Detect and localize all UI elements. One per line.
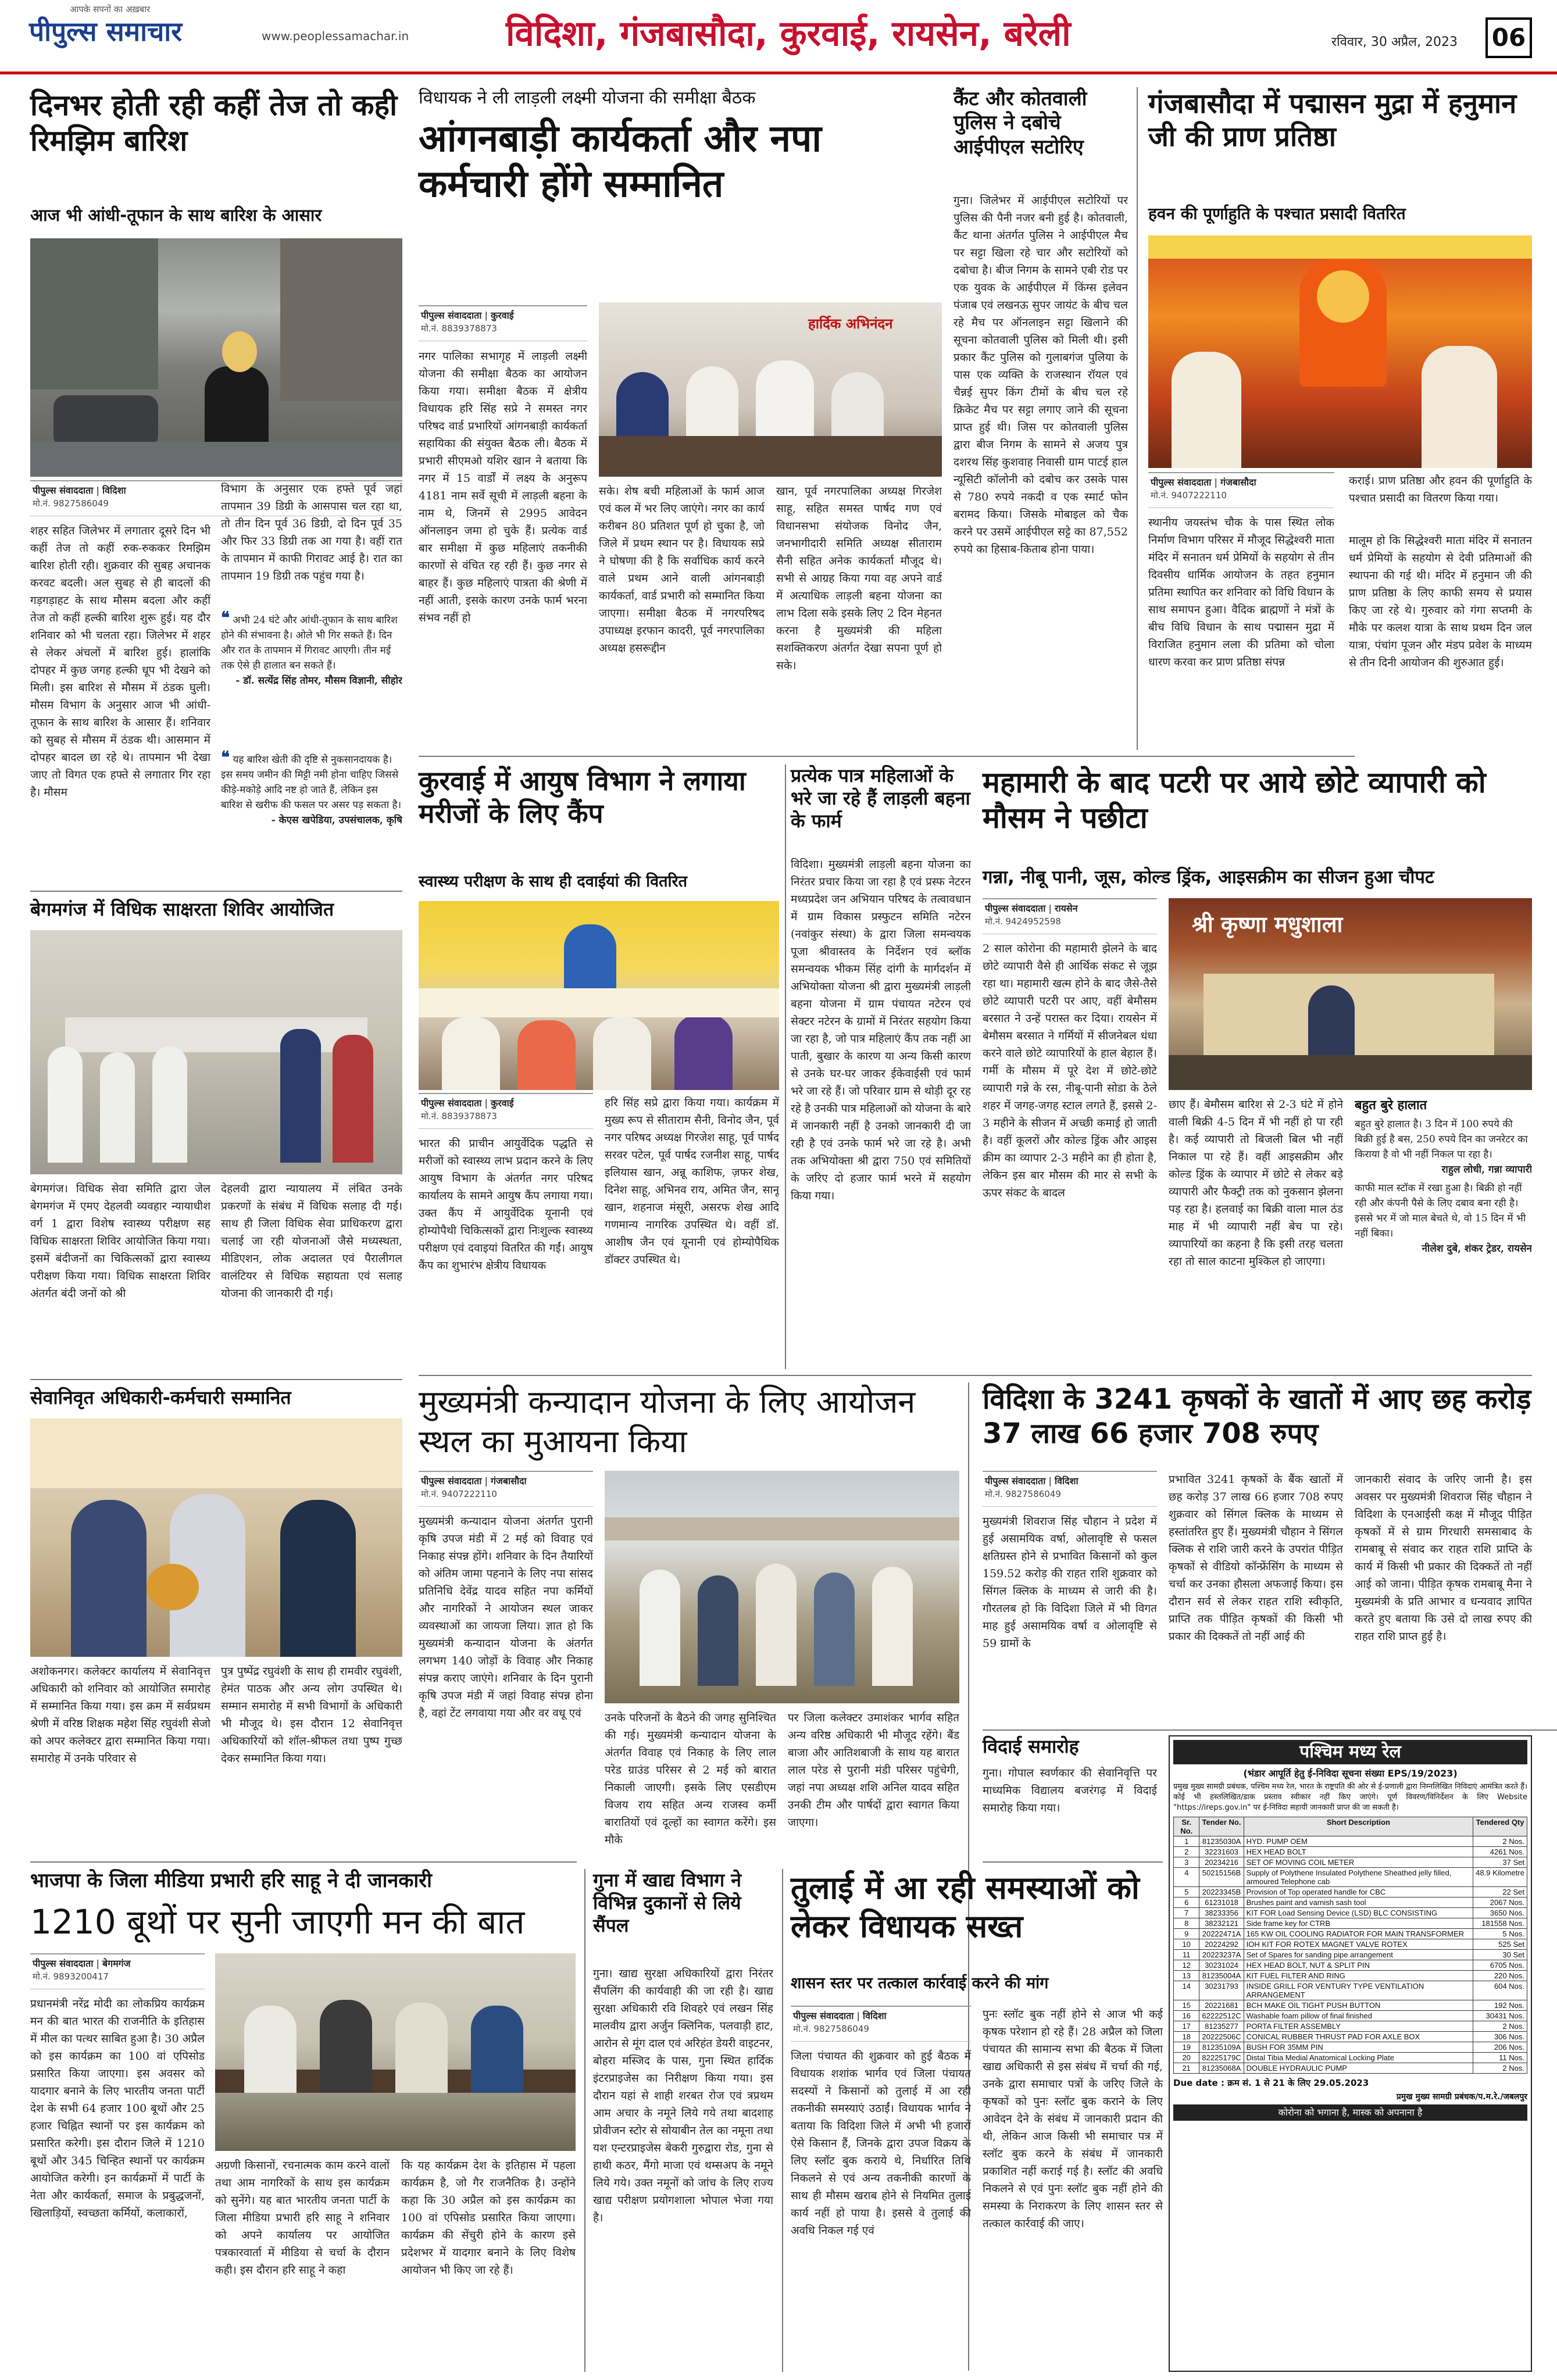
a11-byline-name: पीपुल्स संवाददाता (985, 1475, 1046, 1486)
tender-cell: 3 (1174, 1857, 1199, 1868)
tender-cell: 1 (1174, 1836, 1199, 1847)
a15-subheadline: शासन स्तर पर तत्काल कार्रवाई करने की मांग (791, 1974, 1049, 1992)
tender-rail-title: पश्चिम मध्य रेल (1173, 1740, 1527, 1764)
a11-body-col3: जानकारी संवाद के जरिए जानी है। इस अवसर पर मुख्यमंत्री शिवराज सिंह चौहान ने विदिशा के एनआईसी कक्ष में मौजूद पीड़ित कृषकों में से ग्राम गिरधारी समसाबाद के रामबाबू से संवाद कर राहत राशि प्राप्ति के कार्य में किसी भी प्रकार की दिक्कतें तो नहीं आई को जाना। पीड़ित कृषक रामबाबू मैना ने मुख्यमंत्री के प्रति आभार व धन्यवाद ज्ञापित करते हुए बताया कि उसे दो लाख रुपए की राहत राशि प्राप्त हुई है। (1355, 1473, 1532, 1643)
a7-headline: प्रत्येक पात्र महिलाओं के भरे जा रहे हैं लाड़ली बहना के फार्म (791, 764, 970, 832)
a4-body-col1: स्थानीय जयस्तंभ चौक के पास स्थित लोक निर्माण विभाग परिसर में मौजूद सिद्धेश्वरी माता मंदिर में सनातन धर्म प्रेमियों के सहयोग से तीन दिवसीय धार्मिक आयोजन के तहत हनुमान प्रतिमा स्थापित कर शनिवार को विधि विधान के साथ समापन हुआ। वैदिक ब्राह्मणों ने मंत्रों के बीच विधि विधान के साथ पद्मासन मुद्रा में विराजित हनुमान लला की प्रतिमा को चोला धारण करवा कर प्राण प्रतिष्ठा संपन्न (1148, 516, 1334, 669)
tender-cell: INSIDE GRILL FOR VENTURY TYPE VENTILATION ARRANGEMENT (1244, 1981, 1473, 2000)
tender-cell: 20223345B (1199, 1887, 1244, 1897)
tender-cell: Distal Tibia Medial Anatomical Locking Plate (1244, 2053, 1473, 2063)
tender-cell: 20234216 (1199, 1857, 1244, 1868)
a4-byline-place: गंजबासौदा (1220, 477, 1256, 488)
a5-body-col2: देहलवी द्वारा न्यायालय में लंबित उनके प्रकरणों के संबंध में विधिक सलाह दी गई। साथ ही जिला विधिक सेवा प्राधिकरण द्वारा चलाई जा रही योजनाओं जैसे मध्यस्थता, मीडिएशन, लोक अदालत एवं पैरालीगल वालंटियर से विधिक सहायता एवं सलाह योजना की जानकारी दी गई। (221, 1182, 402, 1300)
tender-cell: 165 KW OIL COOLING RADIATOR FOR MAIN TRANSFORMER (1244, 1929, 1473, 1939)
tender-cell: 2 Nos. (1473, 2021, 1527, 2032)
a13-press-photo (215, 1953, 576, 2151)
tender-cell: 17 (1174, 2021, 1199, 2032)
a13-byline-place: बेगमगंज (102, 1958, 131, 1969)
a6-subheadline: स्वास्थ्य परीक्षण के साथ ही दवाईयां की वितरित (419, 873, 687, 891)
a9-body-col2: पुत्र पुष्पेंद्र रघुवंशी के साथ ही रामवीर रघुवंशी, हेमंत पाठक और अन्य लोग उपस्थित थे। सम्मान समारोह में सभी विभागों के अधिकारी भी मौजूद थे। इस दौरान 12 सेवानिवृत्त अधिकारियों को शॉल-श्रीफल तथा पुष्प गुच्छ देकर सम्मानित किया गया। (221, 1665, 402, 1765)
a6-camp-photo (419, 901, 779, 1090)
a8-byline-place: रायसेन (1054, 903, 1078, 914)
tender-row (1174, 1939, 1527, 1950)
a2-banner-text: हार्दिक अभिनंदन (808, 316, 893, 332)
a1-quote-2-text: यह बारिश खेती की दृष्टि से नुकसानदायक है। इस समय जमीन की मिट्टी नमी होना चाहिए जिससे कीड़े-मकोड़े आदि नष्ट हो जाते हैं, लेकिन इस बारिश से खरीफ की फसल पर असर पड़ सकता है। (221, 754, 402, 811)
a1-quote-2-by: - केएस खपेडिया, उपसंचालक, कृषि (271, 814, 402, 826)
tender-cell: 81235030A (1199, 1836, 1244, 1847)
tender-cell: 81235068A (1199, 2063, 1244, 2074)
tender-cell: 6705 Nos. (1473, 1960, 1527, 1971)
tender-cell: 5 (1174, 1887, 1199, 1897)
tender-row (1174, 2063, 1527, 2074)
tender-cell: 604 Nos. (1473, 1981, 1527, 2000)
tender-cell: Provision of Top operated handle for CBC (1244, 1887, 1473, 1897)
a12-body: गुना। गोपाल स्वर्णकार की सेवानिवृत्ति पर माध्यमिक विद्यालय बजरंगढ़ में विदाई समारोह किया गया। (983, 1767, 1157, 1814)
tender-signature: प्रमुख मुख्य सामग्री प्रबंधक/प.म.रे./जबलपुर (1396, 2092, 1527, 2102)
a14-body: गुना। खाद्य सुरक्षा अधिकारियों द्वारा निरंतर सैंपलिंग की कार्यवाही की जा रही है। खाद्य सुरक्षा अधिकारी रवि शिवहरे एवं लखन सिंह मालवीय द्वारा अर्जुन क्लिनिक, पलवाड़ी हाट, आरोन से मूंग दाल एवं अरिहंत डेयरी वाइटनर, बोहरा मस्जिद के पास, गुना स्थित हार्दिक इंटरप्राइजेस का निरीक्षण किया गया। इस दौरान यहां से शाही शरबत रोज एवं त्रप्रथम आम अचार के नमूने लिये गये तथा बादशाह प्रोवीजन स्टोर से सोयाबीन तेल का नमूना तथा यश एन्टरप्राइजेस बेकरी गुरुद्वारा रोड, गुना से हाथी कठर, मैंगो माजा एवं थम्सअप के नमूने लिये गये। उक्त नमूनों को जांच के लिए राज्य खाद्य परीक्षण प्रयोगशाला भोपाल भेजा गया है। (593, 1967, 773, 2224)
tender-cell: BUSH FOR 35MM PIN (1244, 2042, 1473, 2053)
a5-body-col1: बेगमगंज। विधिक सेवा समिति द्वारा जेल बेगमगंज में एमए देहलवी व्यवहार न्यायाधीश वर्ग 1 द्वारा विशेष स्वास्थ्य परीक्षण सह विधिक साक्षरता शिविर आयोजित किया गया। इसमें बंदीजनों का चिकित्सकों द्वारा स्वास्थ्य परीक्षण किया गया। विधिक साक्षरता शिविर अंतर्गत बंदी जनों को श्री (30, 1182, 210, 1300)
tender-cell: 20222506C (1199, 2032, 1244, 2042)
a15-byline-name: पीपुल्स संवाददाता (793, 2010, 854, 2021)
tender-footer-slogan: कोरोना को भगाना है, मास्क को अपनाना है (1173, 2104, 1527, 2121)
tender-row (1174, 1981, 1527, 2000)
tender-cell: HYD. PUMP OEM (1244, 1836, 1473, 1847)
tender-row (1174, 2011, 1527, 2021)
tender-cell: 21 (1174, 2063, 1199, 2074)
quote-icon: ❝ (221, 610, 230, 627)
a9-body-col1: अशोकनगर। कलेक्टर कार्यालय में सेवानिवृत्त अधिकारी को शनिवार को आयोजित समारोह में सम्मानित किया गया। इस क्रम में सर्वप्रथम श्रेणी में वरिष्ठ शिक्षक महेश सिंह रघुवंशी सेजो को अपर कलेक्टर द्वारा सम्मानित किया गया। समारोह में उनके परिवार से (30, 1665, 210, 1765)
tender-cell: 5 Nos. (1473, 1929, 1527, 1939)
a8-mobile: मो.नं. 9424952598 (985, 916, 1061, 927)
quote-icon: ❝ (221, 750, 230, 767)
tender-table (1173, 1817, 1527, 2074)
a2-mobile: मो.नं. 8839378873 (421, 323, 497, 334)
a1-quote-1-text: अभी 24 घंटे और आंधी-तूफान के साथ बारिश होने की संभावना है। ओले भी गिर सकते हैं। दिन और रात के तापमान में गिरावट आएगी। तीन मई तक ऐसे ही हालात बन सकते हैं। (221, 614, 398, 671)
tender-cell: 81235109A (1199, 2042, 1244, 2053)
a1-body-col2: विभाग के अनुसार एक हफ्ते पूर्व जहां तापमान 39 डिग्री के आसपास चल रहा था, तो तीन दिन पूर्व 36 डिग्री, दो दिन पूर्व 35 और फिर 33 डिग्री तक आ गया है। वहीं रात के तापमान में काफी गिरावट आई है। रात का तापमान 19 डिग्री तक पहुंच गया है। (221, 483, 402, 583)
tender-cell: 11 (1174, 1950, 1199, 1960)
a9-felicitation-photo (30, 1418, 402, 1657)
a10-body-col3: पर जिला कलेक्टर उमाशंकर भार्गव सहित अन्य वरिष्ठ अधिकारी भी मौजूद रहेंगे। बैंड बाजा और आतिशबाजी के साथ यह बारात लाल परेड से पुरानी मंडी परिसर पहुंचेगी, जहां नपा अध्यक्ष शशि अनिल यादव सहित उनकी टीम और पार्षदों द्वारा स्वागत किया जाएगा। (788, 1711, 959, 1829)
tender-row (1174, 1929, 1527, 1939)
a9-headline: सेवानिवृत अधिकारी-कर्मचारी सम्मानित (30, 1386, 291, 1409)
a1-quote-2 (221, 750, 402, 887)
a14-headline: गुना में खाद्य विभाग ने विभिन्न दुकानों से लिये सैंपल (593, 1869, 742, 1937)
tender-row (1174, 1950, 1527, 1960)
tender-cell: CONICAL RUBBER THRUST PAD FOR AXLE BOX (1244, 2032, 1473, 2042)
a10-body-col2: उनके परिजनों के बैठने की जगह सुनिश्चित की गई। मुख्यमंत्री कन्यादान योजना के अंतर्गत विवाह एवं निकाह के लिए लाल परेड ग्राउंड परिसर से 2 मई को बारात निकाली जाएगी। इसके लिए एसडीएम विजय राय सहित अन्य राजस्व कर्मी बारातियों एवं दूल्हों का स्वागत करेंगे। इस मौके (605, 1711, 776, 1846)
tender-cell: Supply of Polythene Insulated Polythene Sheathed jelly filled, armoured Telephone cab (1244, 1868, 1473, 1887)
a2-byline-name: पीपुल्स संवाददाता (421, 310, 482, 321)
masthead (0, 0, 1557, 74)
tender-row (1174, 1887, 1527, 1897)
a6-byline: पीपुल्स संवाददाता | कुरवाई मो.नं. 8839378873 (419, 1093, 593, 1129)
tender-cell: 61231018 (1199, 1897, 1244, 1908)
tender-cell: DOUBLE HYDRAULIC PUMP (1244, 2063, 1473, 2074)
tender-row (1174, 1847, 1527, 1857)
tender-cell: 8 (1174, 1918, 1199, 1929)
a1-byline-name: पीपुल्स संवाददाता (33, 485, 94, 496)
a6-mobile: मो.नं. 8839378873 (421, 1111, 497, 1121)
a13-body-col1: प्रधानमंत्री नरेंद्र मोदी का लोकप्रिय कार्यक्रम मन की बात भारत की राजनीति के इतिहास में मील का पत्थर साबित हुआ है। 30 अप्रैल को इस कार्यक्रम का 100 वां एपिसोड प्रसारित किया जाएगा। इस अवसर को यादगार बनाने के लिए भारतीय जनता पार्टी देश के सभी 64 हजार 100 बूथों और 25 हजार चिह्नित स्थानों पर इस कार्यक्रम को प्रसारित करेगी। इस दौरान जिले में 1210 बूथों और 345 चिन्हित स्थानों पर कार्यक्रम आयोजित करेगी। इन कार्यक्रमों में पार्टी के नेता और कार्यकर्ता, समाज के प्रबुद्धजनों, खिलाड़ियों, स्वच्छता कर्मियों, कलाकारों, (30, 1997, 205, 2220)
a10-headline: मुख्यमंत्री कन्यादान योजना के लिए आयोजन स्थल का मुआयना किया (419, 1384, 916, 1460)
a8-quote-box (1355, 1096, 1532, 1367)
a3-headline: कैंट और कोतवाली पुलिस ने दबोचे आईपीएल सटोरिए (954, 87, 1087, 159)
tender-cell: 81235277 (1199, 2021, 1244, 2032)
tender-cell: 206 Nos. (1473, 2042, 1527, 2053)
a4-headline: गंजबासौदा में पद्मासन मुद्रा में हनुमान जी की प्राण प्रतिष्ठा (1148, 88, 1517, 153)
tender-due-date: Due date : क्रम सं. 1 से 21 के लिए 29.05.2023 (1173, 2078, 1369, 2088)
a2-byline: पीपुल्स संवाददाता | कुरवाई मो.नं. 8839378873 (419, 305, 587, 341)
tender-header-cell: Short Description (1244, 1817, 1473, 1836)
a1-mobile: मो.नं. 9827586049 (33, 498, 109, 509)
tender-cell: 192 Nos. (1473, 2000, 1527, 2011)
tender-row (1174, 1908, 1527, 1918)
tender-cell: 20224292 (1199, 1939, 1244, 1950)
tender-cell: 20223237A (1199, 1950, 1244, 1960)
a1-quote-1-by: - डॉ. सत्येंद्र सिंह तोमर, मौसम विज्ञानी, सीहोर (235, 675, 402, 687)
a2-body-col2: सके। शेष बची महिलाओं के फार्म आज एवं कल में भर लिए जाएंगे। नगर का कार्य करीबन 80 प्रतिशत पूर्ण हो चुका है, जो जिले में प्रथम स्थान पर है। विधायक सप्रे ने घोषणा की है कि सर्वाधिक कार्य करने वाले प्रथम आने वाली आंगनबाड़ी कार्यकर्ता, वार्ड प्रभारी को सम्मानित किया जाएगा। समीक्षा बैठक में नगरपरिषद उपाध्यक्ष इरफान कादरी, पूर्व नगरपालिका अध्यक्ष हसरूद्दीन (599, 485, 765, 655)
a8-headline: महामारी के बाद पटरी पर आये छोटे व्यापारी को मौसम ने पछीटा (983, 765, 1486, 835)
tender-cell: 32231603 (1199, 1847, 1244, 1857)
a15-headline: तुलाई में आ रही समस्याओं को लेकर विधायक सख्त (791, 1870, 1140, 1945)
a1-rain-photo (30, 238, 402, 477)
tender-header-cell: Tendered Qty (1473, 1817, 1527, 1836)
tender-cell: 30231024 (1199, 1960, 1244, 1971)
tender-row (1174, 2042, 1527, 2053)
tender-cell: Washable foam pillow of final finished (1244, 2011, 1473, 2021)
a8-shop-photo (1169, 898, 1532, 1090)
a2-meeting-photo (599, 302, 942, 477)
tender-row (1174, 2000, 1527, 2011)
a13-headline: भाजपा के जिला मीडिया प्रभारी हरि साहू ने दी जानकारी (30, 1869, 432, 1892)
tender-row (1174, 2053, 1527, 2063)
website-link[interactable]: www.peoplessamachar.in (262, 29, 409, 43)
tender-cell: 3650 Nos. (1473, 1908, 1527, 1918)
a1-byline: पीपुल्स संवाददाता | विदिशा मो.नं. 9827586049 (30, 480, 402, 516)
tender-row (1174, 1868, 1527, 1887)
tender-row (1174, 2032, 1527, 2042)
tender-cell: 82225179C (1199, 2053, 1244, 2063)
tender-cell: 9 (1174, 1929, 1199, 1939)
a6-body-col1: भारत की प्राचीन आयुर्वेदिक पद्धति से मरीजों को स्वास्थ्य लाभ प्रदान करने के लिए आयुष विभाग के अंतर्गत नगर परिषद कार्यालय के सामने आयुष कैंप लगाया गया। उक्त कैंप में आयुर्वेदिक यूनानी एवं होम्योपैथी चिकित्सकों द्वारा निःशुल्क स्वास्थ्य परीक्षण एवं दवाइयां वितरित की गईं। आयुष कैंप का शुभारंभ क्षेत्रीय विधायक (419, 1137, 593, 1272)
tender-cell: 4 (1174, 1868, 1199, 1887)
tender-cell: 30 Set (1473, 1950, 1527, 1960)
a11-byline-place: विदिशा (1054, 1475, 1079, 1486)
tender-cell: 6 (1174, 1897, 1199, 1908)
tender-cell: 22 Set (1473, 1887, 1527, 1897)
a7-body: विदिशा। मुख्यमंत्री लाड़ली बहना योजना का निरंतर प्रचार किया जा रहा है एवं प्रस्फ नेटरन मध्यप्रदेश जन अभियान परिषद के तत्वावधान में ग्राम विकास प्रस्फुटन समिति नटेरन (नवांकुर संस्था) के द्वारा जिला समन्वयक पूजा श्रीवास्तव के निर्देशन एवं ब्लॉक समन्वयक भीकम सिंह दांगी के मार्गदर्शन में अभियोक्ता योजना श्री द्वारा मुख्यमंत्री लाड़ली बहना योजना में ग्राम पंचायत नटेरन एवं सेक्टर नटेरन के ग्रामों में निरंतर सहयोग किया जा रहा है, जो पात्र महिलाएं कैंप तक नहीं आ पाती, बुखार के कारण या अन्य किसी कारण से उनके घर-घर जाकर ईकेवाईसी एवं फार्म भरे जा रहे हैं। जो परिवार ग्राम से थोड़ी दूर रह रहे है उनकी पात्र महिलाओं को योजना के बारे में जानकारी नहीं है उनको जानकारी दी जा रही है एवं उनके फार्म भरे जा रहे है। अभी तक अभियोक्ता श्री द्वारा 750 एवं समितियों के जरिए दो हजार फार्म भरने में सहयोग किया गया। (791, 858, 971, 1202)
tender-row (1174, 1918, 1527, 1929)
a13-body-col2: अग्रणी किसानों, रचनात्मक काम करने वालों तथा आम नागरिकों के साथ इस कार्यक्रम को सुनेंगे। यह बात भारतीय जनता पार्टी के जिला मीडिया प्रभारी हरि साहू ने शनिवार को अपने कार्यालय पर आयोजित पत्रकारवार्ता में मीडिया से चर्चा के दौरान कही। इस दौरान हरि साहू ने कहा (215, 2159, 390, 2277)
tender-cell: 7 (1174, 1908, 1199, 1918)
a11-headline: विदिशा के 3241 कृषकों के खातों में आए छह करोड़ 37 लाख 66 हजार 708 रुपए (983, 1383, 1531, 1450)
tender-cell: IOH KIT FOR ROTEX MAGNET VALVE ROTEX (1244, 1939, 1473, 1950)
a4-byline: पीपुल्स संवाददाता | गंजबासौदा मो.नं. 9407222110 (1148, 472, 1334, 508)
edition-banner: विदिशा, गंजबासौदा, कुरवाई, रायसेन, बरेली (506, 13, 1071, 54)
a8-box-title: बहुत बुरे हालात (1355, 1098, 1427, 1113)
tender-cell: 2 (1174, 1847, 1199, 1857)
tender-cell: 306 Nos. (1473, 2032, 1527, 2042)
a10-byline-name: पीपुल्स संवाददाता (421, 1475, 482, 1486)
a6-byline-name: पीपुल्स संवाददाता (421, 1098, 482, 1109)
a3-body: गुना। जिलेभर में आईपीएल सटोरियों पर पुलिस की पैनी नजर बनी हुई है। कोतवाली, कैंट थाना अंतर्गत पुलिस ने आईपीएल मैच पर सट्टा खिला रहे चार और सटोरियों को दबोचा है। बीज निगम के सामने एबी रोड पर एक युवक के आईपीएल में किंग्स इलेवन पंजाब एवं लखनऊ सुपर जायंट के बीच चल रहे मैच पर ऑनलाइन सट्टा खिलाने की सूचना कोतवाली पुलिस को मिली थी। इसी प्रकार कैंट पुलिस को गुलाबगंज पुलिया के पास एक व्यक्ति के राजस्थान रॉयल एवं चैन्नई सुपर किंग टीमों के बीच चल रहे क्रिकेट मैच पर सट्टा लगाए जाने की सूचना प्राप्त हुई थी। जिस पर कोतवाली पुलिस द्वारा बीज निगम के सामने से अजय पुत्र दशरथ सिंह कुशवाह निवासी ग्राम पाटई हाल न्यूसिटी कॉलोनी को दबोच कर उसके पास से 780 रुपये नकदी व एक स्मार्ट फोन बरामद किया। जिसके मोबाइल को चैक करने पर उसमें आईपीएल सट्टे का 87,552 रुपये का हिसाब-किताब होना पाया। (954, 194, 1128, 556)
tender-notice-title: (भंडार आपूर्ति हेतु ई-निविदा सूचना संख्या EPS/19/2023) (1243, 1768, 1458, 1779)
tender-cell: 81235004A (1199, 1971, 1244, 1981)
tender-cell: 2 Nos. (1473, 1836, 1527, 1847)
date: रविवार, 30 अप्रैल, 2023 (1331, 35, 1458, 49)
a13-byline: पीपुल्स संवाददाता | बेगमगंज मो.नं. 9893200417 (30, 1953, 205, 1989)
a10-byline: पीपुल्स संवाददाता | गंजबासौदा मो.नं. 9407222110 (419, 1471, 593, 1507)
tender-cell: SET OF MOVING COIL METER (1244, 1857, 1473, 1868)
a10-mobile: मो.नं. 9407222110 (421, 1489, 497, 1499)
a6-headline: कुरवाई में आयुष विभाग ने लगाया मरीजों के लिए कैंप (419, 765, 746, 830)
a2-kicker: विधायक ने ली लाड़ली लक्ष्मी योजना की समीक्षा बैठक (419, 88, 756, 108)
masthead-tagline: आपके सपनों का अख़बार (70, 4, 151, 15)
tender-cell: 12 (1174, 1960, 1199, 1971)
a1-subheadline: आज भी आंधी-तूफान के साथ बारिश के आसार (30, 205, 322, 225)
tender-cell: 30231793 (1199, 1981, 1244, 2000)
tender-row (1174, 2021, 1527, 2032)
tender-cell: HEX HEAD BOLT, NUT & SPLIT PIN (1244, 1960, 1473, 1971)
tender-notice-body: प्रमुख मुख्य सामग्री प्रबंधक, पश्चिम मध्य रेल, भारत के राष्ट्रपति की ओर से ई-प्रणाली द्वारा निम्नलिखित निविदाएं आमंत्रित करते हैं। कोई भी हस्तलिखित/डाक प्रस्ताव स्वीकार नहीं किए जाएंगे। पूर्ण विवरण/विनिर्देशन के लिए Website "https://ireps.gov.in" पर ई-निविदा सहायी जानकारी प्राप्त की जा सकती है। (1173, 1782, 1527, 1812)
tender-notice (1169, 1735, 1532, 2372)
tender-cell: Brushes paint and varnish sash tool (1244, 1897, 1473, 1908)
a15-body-col1: जिला पंचायत की शुक्रवार को हुई बैठक में विधायक शशांक भार्गव एवं जिला पंचायत सदस्यों ने किसानों को तुलाई में आ रही तकनीकी समस्याएं उठाईं। विधायक भार्गव ने बताया कि विदिशा जिले में अभी भी हजारों ऐसे किसान हैं, जिनके द्वारा उपज विक्रय के लिए स्लॉट बुक कराये थे, निर्धारित तिथि निकलने से एवं अन्य तकनीकी कारणों के साथ ही मौसम खराब होने से नियमित तुलाई कार्य नहीं हो पाया है। इससे वे तुलाई की अवधि निकल गई एवं (791, 2050, 971, 2237)
a15-body-col2: पुनः स्लॉट बुक नहीं होने से आज भी कई कृषक परेशान हो रहे हैं। 28 अप्रैल को जिला पंचायत की सामान्य सभा की बैठक में जिला खाद्य अधिकारी से इस संबंध में चर्चा की गई, उनके द्वारा समाचार पत्रों के जरिए जिले के कृषकों को पुनः स्लॉट बुक कराने के लिए आवेदन देने के संबंध में जानकारी प्रदान की थी, लेकिन आज किसी भी समाचार पत्र में स्लॉट बुक करने के संबंध में जानकारी प्रकाशित नहीं कराई गई है। स्लॉट की अवधि निकलने से एवं पुनः स्लॉट बुक नहीं होने की समस्या के निराकरण के लिए शासन स्तर से तत्काल कार्रवाई की जाए। (983, 2008, 1163, 2230)
a1-quote-1 (221, 610, 402, 744)
a10-byline-place: गंजबासौदा (490, 1475, 527, 1486)
a4-byline-name: पीपुल्स संवाददाता (1151, 477, 1212, 488)
a4-mobile: मो.नं. 9407222110 (1151, 490, 1227, 501)
a8-box-by-1: राहुल लोधी, गन्ना व्यापारी (1441, 1164, 1532, 1175)
tender-cell: 181558 Nos. (1473, 1918, 1527, 1929)
a5-headline: बेगमगंज में विधिक साक्षरता शिविर आयोजित (30, 898, 334, 920)
a2-headline: आंगनबाड़ी कार्यकर्ता और नपा कर्मचारी होंगे सम्मानित (419, 117, 822, 206)
a11-byline: पीपुल्स संवाददाता | विदिशा मो.नं. 9827586049 (983, 1471, 1157, 1507)
a2-byline-place: कुरवाई (490, 310, 514, 321)
a4-temple-photo (1148, 235, 1532, 468)
tender-cell: 16 (1174, 2011, 1199, 2021)
a10-site-photo (605, 1471, 959, 1703)
tender-cell: 37 Set (1473, 1857, 1527, 1868)
tender-row (1174, 1836, 1527, 1847)
tender-cell: BCH MAKE OIL TIGHT PUSH BUTTON (1244, 2000, 1473, 2011)
tender-header-cell: Sr. No. (1174, 1817, 1199, 1836)
a1-headline: दिनभर होती रही कहीं तेज तो कही रिमझिम बारिश (30, 88, 398, 158)
a11-mobile: मो.नं. 9827586049 (985, 1489, 1061, 1499)
tender-cell: 62222512C (1199, 2011, 1244, 2021)
a11-body-col1: मुख्यमंत्री शिवराज सिंह चौहान ने प्रदेश में हुई असामयिक वर्षा, ओलावृष्टि से फसल क्षतिग्रस्त होने से प्रभावित किसानों को कुल 159.52 करोड़ की राहत राशि शुक्रवार को सिंगल क्लिक के माध्यम से जारी की है। गौरतलब हो कि विदिशा जिले में भी विगत माह हुई असामयिक वर्षा व ओलावृष्टि से 59 ग्रामों के (983, 1515, 1157, 1650)
a2-body-col3: खान, पूर्व नगरपालिका अध्यक्ष गिरजेश साहू, सहित समस्त पार्षद गण एवं विधानसभा संयोजक विनोद जैन, जनभागीदारी समिति अध्यक्ष सीताराम सैनी सहित अनेक कार्यकर्ता मौजूद थे।सभी से आग्रह किया गया वह अपने वार्ड में अत्याधिक लाड़ली बहना योजना का लाभ दिला सके इसके लिए 2 दिन मेहनत करना है मुख्यमंत्री की महिला सशक्तिकरण अंतर्गत देखा सपना पूर्ण हो सके। (776, 485, 942, 672)
a5-camp-photo (30, 930, 402, 1174)
tender-cell: HEX HEAD BOLT (1244, 1847, 1473, 1857)
a4-body-intro: कराई। प्राण प्रतिष्ठा और हवन की पूर्णाहुति के पश्चात प्रसादी का वितरण किया गया। (1349, 474, 1532, 505)
tender-cell: 48.9 Kilometre (1473, 1868, 1527, 1887)
a8-byline-name: पीपुल्स संवाददाता (985, 903, 1046, 914)
tender-header-cell: Tender No. (1199, 1817, 1244, 1836)
a13-body-col3: कि यह कार्यक्रम देश के इतिहास में पहला कार्यक्रम है, जो गैर राजनैतिक है। उन्होंने कहा कि 30 अप्रैल को इस कार्यक्रम का 100 वां एपिसोड प्रसारित किया जाएगा। कार्यक्रम की सेंचुरी होने के कारण इसे प्रदेशभर में यादगार बनाने के लिए विशेष आयोजन भी किए जा रहे हैं। (401, 2159, 576, 2277)
a13-subheadline: 1210 बूथों पर सुनी जाएगी मन की बात (30, 1902, 525, 1942)
tender-cell: Set of Spares for sanding pipe arrangement (1244, 1950, 1473, 1960)
a15-mobile: मो.नं. 9827586049 (793, 2024, 869, 2034)
tender-cell: PORTA FILTER ASSEMBLY (1244, 2021, 1473, 2032)
tender-cell: 13 (1174, 1971, 1199, 1981)
a15-byline-place: विदिशा (862, 2010, 887, 2021)
a8-body-col2: छाए हैं। बेमौसम बारिश से 2-3 घंटे में होने वाली बिक्री 4-5 दिन में भी नहीं हो पा रही है। कई व्यापारी तो बिजली बिल भी नहीं निकाल पा रहे हैं। वहीं आइसक्रीम और कोल्ड ड्रिंक के व्यापार में छोटे से लेकर बड़े व्यापारी और फैक्ट्री तक को नुकसान झेलना पड़ रहा है। हलवाई का बिक्री वाला माल ठंड माह में भी व्यापारी नहीं बेच पा रहे। व्यापारियों का कहना है कि इसी तरह चलता रहा तो साल काटना मुश्किल हो जाएगा। (1169, 1098, 1343, 1268)
tender-cell: 220 Nos. (1473, 1971, 1527, 1981)
a1-byline-place: विदिशा (102, 485, 126, 496)
logo: पीपुल्स समाचार (29, 16, 183, 47)
a4-subheadline: हवन की पूर्णाहुति के पश्चात प्रसादी वितरित (1148, 204, 1406, 223)
tender-row (1174, 1857, 1527, 1868)
a8-box-quote-2: काफी माल स्टॉक में रखा हुआ है। बिक्री हो नहीं रही और कंपनी पैसे के लिए दबाव बना रही है। इससे भर में जो माल बेचते थे, वो 15 दिन में भी नहीं बिका। (1355, 1182, 1526, 1239)
tender-cell: 10 (1174, 1939, 1199, 1950)
a12-headline: विदाई समारोह (983, 1735, 1079, 1757)
tender-row (1174, 1960, 1527, 1971)
tender-row (1174, 1897, 1527, 1908)
tender-cell: KIT FOR Load Sensing Device (LSD) BLC CONSISTING (1244, 1908, 1473, 1918)
a1-body-col1: शहर सहित जिलेभर में लगातार दूसरे दिन भी कहीं तेज तो कहीं रुक-रुककर रिमझिम बारिश होती रही। शुक्रवार की सुबह अचानक करवट बदली। अल सुबह से ही बादलों की गड़गड़ाहट के साथ मौसम बदला और कहीं तेज तो कहीं हल्की बारिश शुरू हुई। यह दौर शनिवार को भी चलता रहा। जिलेभर में शहर से लेकर अंचलों में बारिश हुई। हालांकि दोपहर में कुछ जगह हल्की धूप भी देखने को मिली। इस बारिश से मौसम में ठंडक घुली। मौसम विभाग के अनुसार आज भी आंधी-तूफान के साथ बारिश के आसार हैं। शनिवार को सुबह से मौसम में ठंडक थी। आसमान में दोपहर बादल छा रहे थे। तापमान भी देखा जाए तो विगत एक हफ्ते से लगातार गिर रहा है। मौसम (30, 524, 210, 799)
a8-body-col1: 2 साल कोरोना की महामारी झेलने के बाद छोटे व्यापारी वैसे ही आर्थिक संकट से जूझ रहा था। महामारी खत्म होने के बाद जैसे-तैसे छोटे व्यापारी पटरी पर आए, वहीं बेमौसम बरसात ने उन्हें परास्त कर दिया। रायसेन में बेमौसम बरसात ने गर्मियों में सीजनेबल धंधा करने वाले छोटे व्यापारियों के हाल बेहाल हैं। गर्मी के मौसम में पूरे देश में छोटे-छोटे व्यापारी गन्ने के रस, नीबू-पानी सोडा के ठेले शहर में जगह-जगह स्टाल लगते हैं, इससे 2-3 महीने के सीजन में अच्छी कमाई हो जाती है। वहीं कूलरों और कोल्ड ड्रिंक और आइस क्रीम का व्यापार 2-3 महीने का ही होता है, लेकिन इस बार मौसम की मार से सभी के ऊपर संकट के बादल (983, 942, 1157, 1199)
a10-body-col1: मुख्यमंत्री कन्यादान योजना अंतर्गत पुरानी कृषि उपज मंडी में 2 मई को विवाह एवं निकाह संपन्न होंगे। शनिवार के दिन तैयारियों को अंतिम जामा पहनाने के लिए नपा सांसद प्रतिनिधि देवेंद्र यादव सहित नपा कर्मियों और नागरिकों ने आयोजन स्थल जाकर व्यवस्थाओं का जायजा लिया। ज्ञात हो कि मुख्यमंत्री कन्यादान योजना के अंतर्गत लगभग 140 जोड़ों के विवाह और निकाह संपन्न कराए जाएंगे। शनिवार के दिन पुरानी कृषि उपज मंडी में जहां विवाह संपन्न होना है, वहां टेंट लगवाया गया और वर वधू एवं (419, 1515, 593, 1720)
tender-cell: 50215156B (1199, 1868, 1244, 1887)
a8-byline: पीपुल्स संवाददाता | रायसेन मो.नं. 9424952598 (983, 898, 1157, 934)
tender-cell: 18 (1174, 2032, 1199, 2042)
tender-cell: 2067 Nos. (1473, 1897, 1527, 1908)
a6-body-col2: हरि सिंह सप्रे द्वारा किया गया। कार्यक्रम में मुख्य रूप से सीताराम सैनी, विनोद जैन, पूर्व नगर परिषद अध्यक्ष गिरजेश साहू, पूर्व पार्षद सरवर पटेल, पूर्व पार्षद रजनीश साहू, पार्षद इलियास खान, अन्नू काशिफ, ज़फर शेख, दिनेश साहू, अभिनव राय, अमित जैन, सानू खान, शहनाज मंसूरी, असरफ शेख आदि गणमान्य नागरिक उपस्थित थे। वहीं डॉ. आशीष जैन एवं यूनानी एवं होम्योपैथिक डॉक्टर उपस्थित थे। (605, 1096, 779, 1266)
a8-box-quote-1: बहुत बुरे हालात है। 3 दिन में 100 रुपये की बिक्री हुई है बस, 250 रुपये दिन का जनरेटर का किराया है वो भी नहीं निकल पा रहा है। (1355, 1118, 1528, 1160)
tender-cell: 4261 Nos. (1473, 1847, 1527, 1857)
a8-subheadline: गन्ना, नीबू पानी, जूस, कोल्ड ड्रिंक, आइसक्रीम का सीजन हुआ चौपट (983, 867, 1434, 888)
a13-byline-name: पीपुल्स संवाददाता (33, 1958, 94, 1969)
page-number: 06 (1485, 17, 1532, 58)
a15-byline: पीपुल्स संवाददाता | विदिशा मो.नं. 9827586049 (791, 2006, 971, 2042)
tender-cell: 15 (1174, 2000, 1199, 2011)
tender-cell: KIT FUEL FILTER AND RING (1244, 1971, 1473, 1981)
tender-cell: 38232121 (1199, 1918, 1244, 1929)
tender-cell: 20221681 (1199, 2000, 1244, 2011)
tender-cell: 14 (1174, 1981, 1199, 2000)
tender-cell: 38233356 (1199, 1908, 1244, 1918)
tender-cell: 11 Nos. (1473, 2053, 1527, 2063)
a11-body-col2: प्रभावित 3241 कृषकों के बैंक खातों में छह करोड़ 37 लाख 66 हजार 708 रुपए शुक्रवार को सिंगल क्लिक के माध्यम से हस्तांतरित हुए हैं। मुख्यमंत्री चौहान ने सिंगल क्लिक से राशि जारी करने के उपरांत पीड़ित कृषकों से वीडियो कॉन्फ्रेंसिंग के माध्यम से चर्चा कर उनका हौसला अफजाई किया। इस दौरान सर्व से लेकर राहत राशि स्वीकृति, प्राप्ति तक पीड़ित कृषकों की किसी भी प्रकार की दिक्कतें तो नहीं आई की (1169, 1473, 1343, 1643)
tender-cell: 20222471A (1199, 1929, 1244, 1939)
a8-box-by-2: नीलेश दुबे, शंकर ट्रेडर, रायसेन (1422, 1243, 1532, 1255)
tender-cell: 2 Nos. (1473, 2063, 1527, 2074)
tender-cell: 525 Set (1473, 1939, 1527, 1950)
tender-cell: 30431 Nos. (1473, 2011, 1527, 2021)
a13-mobile: मो.नं. 9893200417 (33, 1971, 109, 1982)
tender-row (1174, 1971, 1527, 1981)
tender-cell: 20 (1174, 2053, 1199, 2063)
tender-cell: 19 (1174, 2042, 1199, 2053)
a8-shop-sign: श्री कृष्णा मधुशाला (1192, 911, 1343, 937)
a4-body-col2: मालूम हो कि सिद्धेश्वरी माता मंदिर में सनातन धर्म प्रेमियों के सहयोग से देवी प्रतिमाओं की स्थापना की गई थी। मंदिर में हनुमान जी की प्राण प्रतिष्ठा के लिए काफी समय से प्रयास किए जा रहे थे। गुरुवार को गंगा सप्तमी के मौके पर कलश यात्रा के साथ प्रथम दिन जल यात्रा, पंचांग पूजन और मंडप प्रवेश के माध्यम से तीन दिनी आयोजन की शुरुआत हुई। (1349, 534, 1532, 669)
tender-cell: Side frame key for CTRB (1244, 1918, 1473, 1929)
a6-byline-place: कुरवाई (490, 1098, 514, 1109)
a2-body-col1: नगर पालिका सभागृह में लाड़ली लक्ष्मी योजना की समीक्षा बैठक का आयोजन किया गया। समीक्षा बैठक में क्षेत्रीय विधायक हरि सिंह सप्रे ने समस्त नगर परिषद वार्ड प्रभारियों आंगनबाड़ी कार्यकर्ता सहायिका की संयुक्त बैठक ली। बैठक में प्रभारी सीएमओ यशिर खान ने बताया कि नगर में 15 वार्डों में लक्ष्य के अनुरूप 4181 नाम सर्वे सूची में लाड़ली बहना के नाम थे, जिनमें से 2995 आवेदन ऑनलाइन जमा हो चुके हैं। प्रत्येक वार्ड बार समीक्षा में कुछ महिलाएं तकनीकी कारणों से वंचित रह रही हैं। कुछ नगर से बाहर हैं। कुछ महिलाएं पात्रता की श्रेणी में नहीं आती, इसके कारण उनके फार्म भरना संभव नहीं हो (419, 350, 587, 624)
